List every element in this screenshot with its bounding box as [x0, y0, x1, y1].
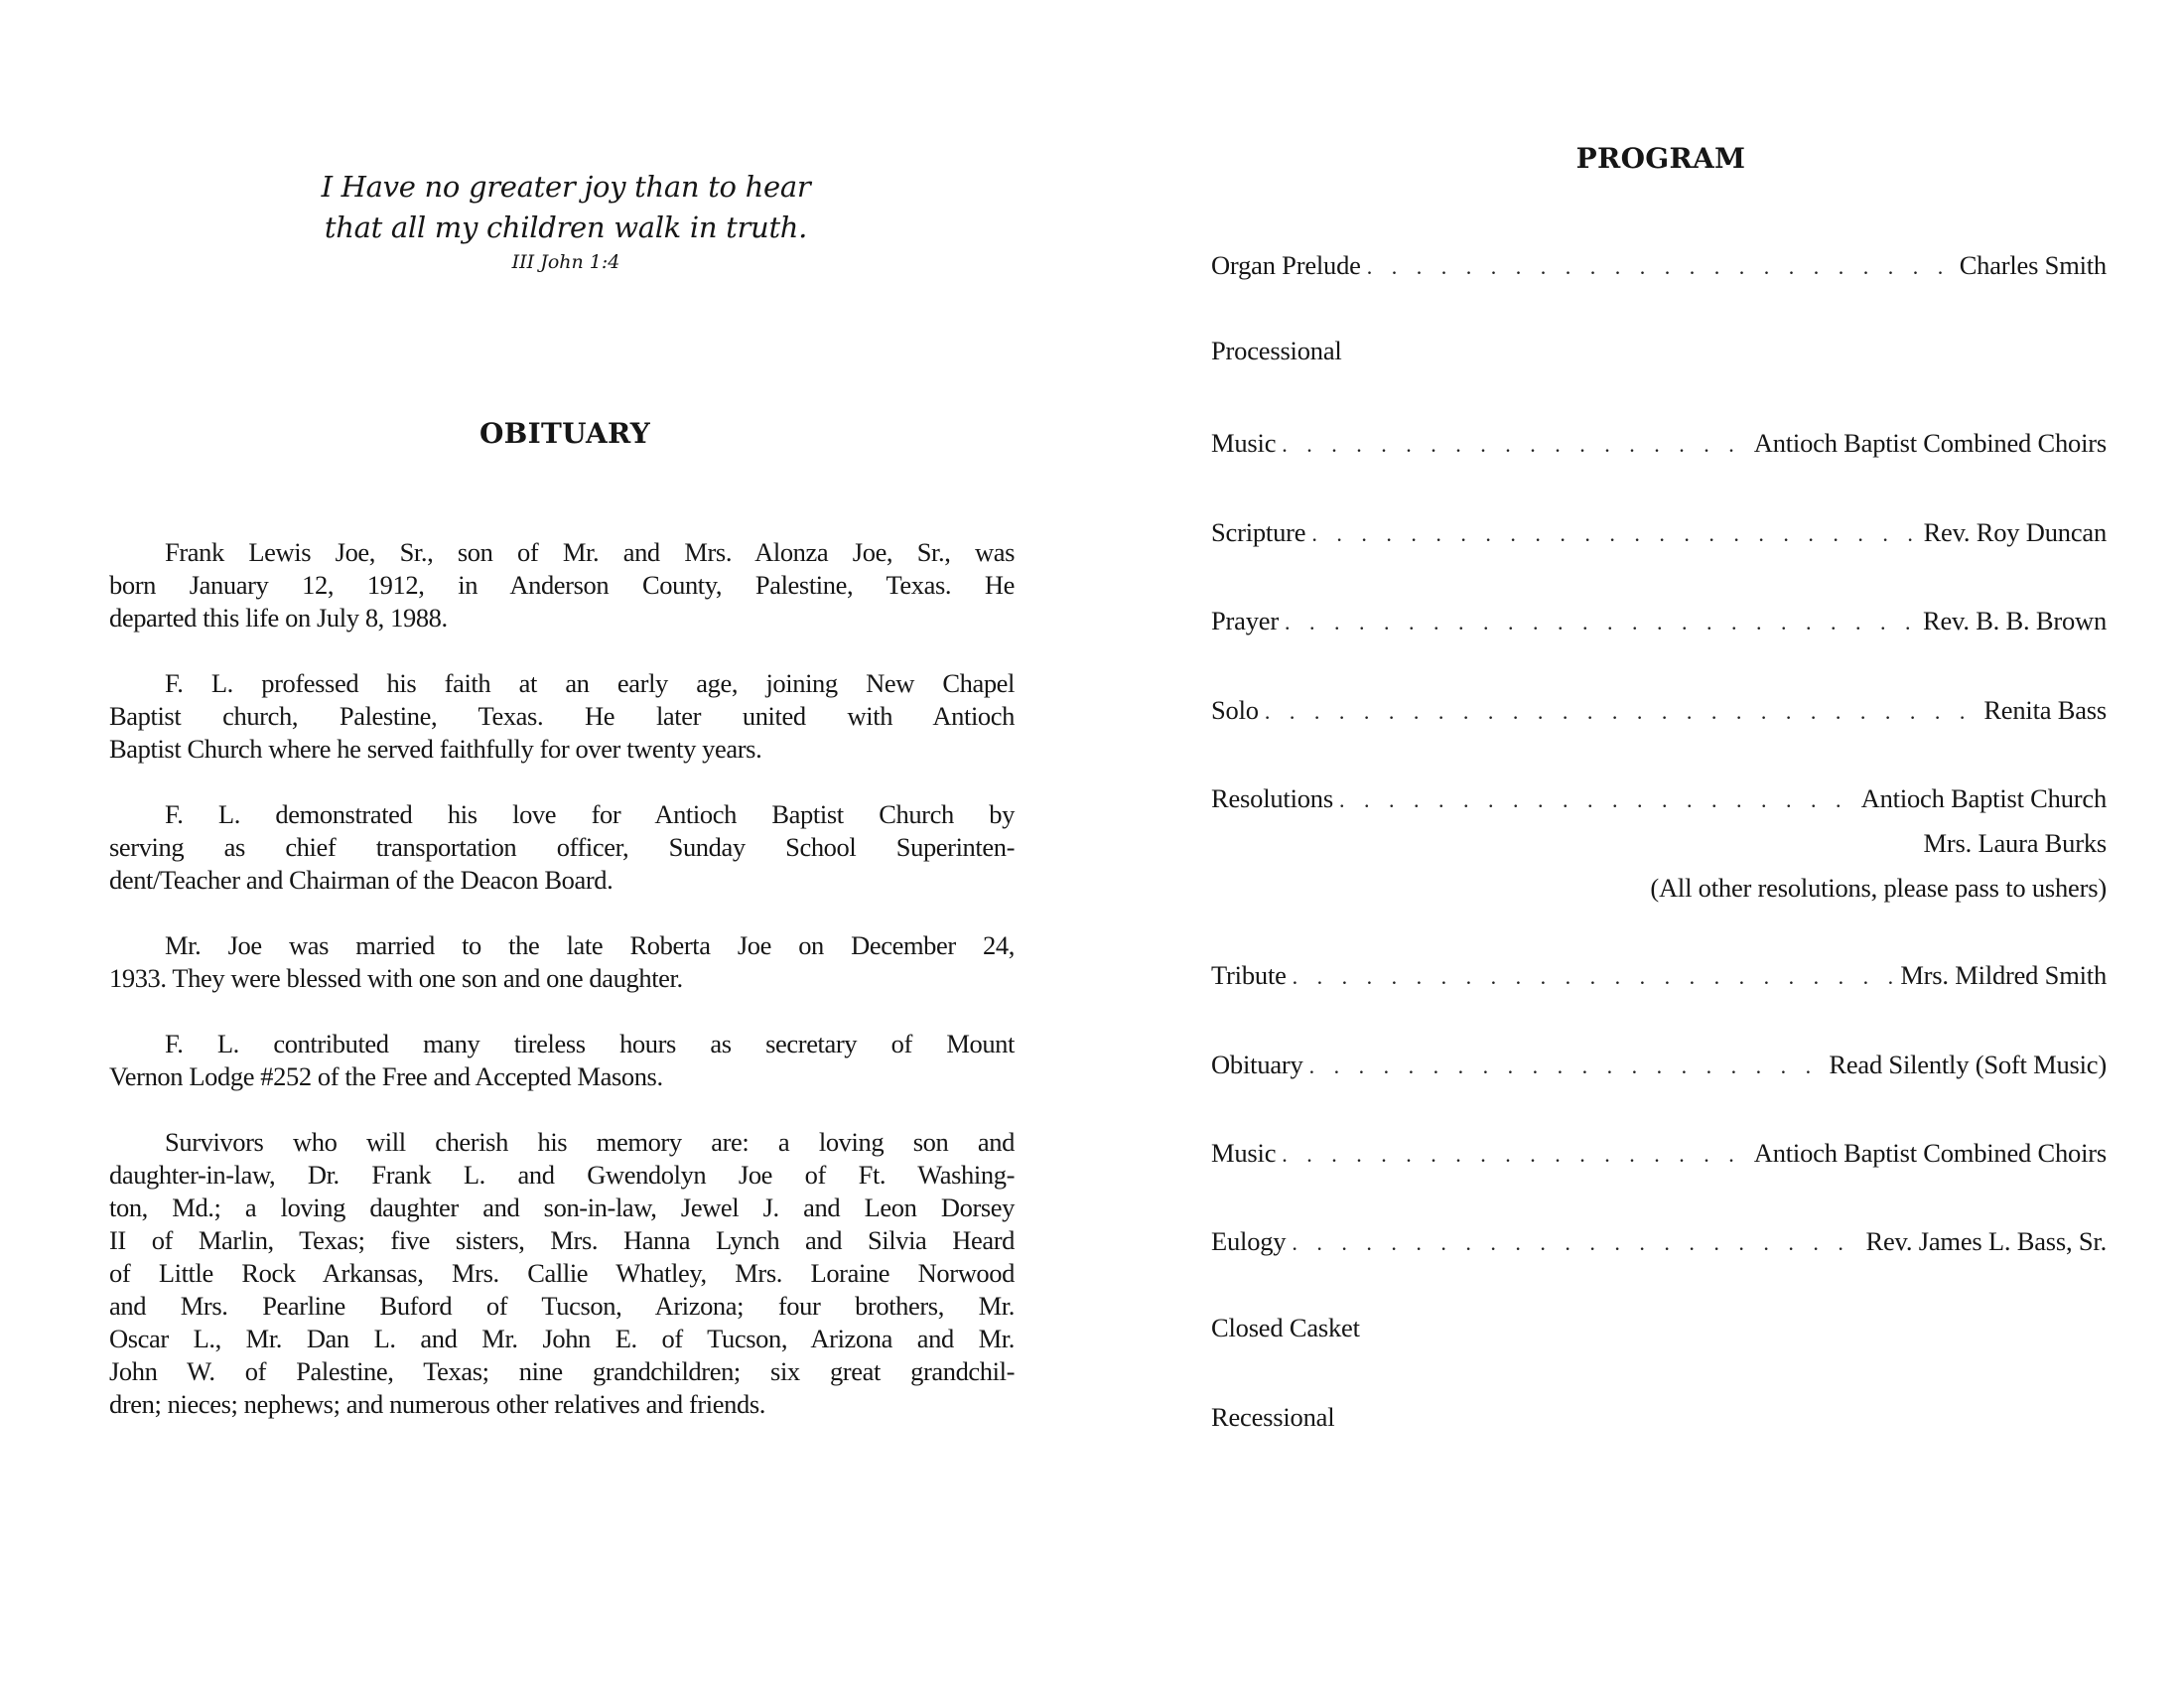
obituary-line: F. L. demonstrated his love for Antioch Baptist Church by — [165, 799, 1015, 829]
dot-leader — [1293, 960, 1895, 994]
program-item-participant: Antioch Baptist Combined Choirs — [1753, 1138, 2107, 1168]
program-item-participant: Charles Smith — [1959, 250, 2107, 280]
program-item-participant: Rev. Roy Duncan — [1923, 517, 2107, 547]
program-item-participant: Rev. James L. Bass, Sr. — [1865, 1226, 2107, 1256]
obituary-line: Frank Lewis Joe, Sr., son of Mr. and Mrs. Alonza Joe, Sr., was — [165, 537, 1015, 567]
program-item-participant: Antioch Baptist Church — [1860, 783, 2107, 813]
program-item — [1211, 1311, 2107, 1344]
obituary-line: born January 12, 1912, in Anderson County, Palestine, Texas. He — [109, 570, 1015, 600]
program-item-participant: Mrs. Mildred Smith — [1900, 960, 2107, 990]
program-item — [1211, 1048, 2107, 1081]
epigraph-line: that all my children walk in truth. — [324, 211, 808, 244]
obituary-line: Survivors who will cherish his memory are: a loving son and — [165, 1127, 1015, 1157]
program-item-note: (All other resolutions, please pass to ushers) — [1650, 873, 2107, 903]
obituary-paragraph — [109, 929, 1015, 995]
obituary-paragraph — [109, 798, 1015, 897]
obituary-line: of Little Rock Arkansas, Mrs. Callie Whatley, Mrs. Loraine Norwood — [109, 1258, 1015, 1288]
obituary-line: and Mrs. Pearline Buford of Tucson, Arizona; four brothers, Mr. — [109, 1291, 1015, 1321]
epigraph-citation: III John 1:4 — [511, 251, 620, 273]
obituary-line: F. L. professed his faith at an early age, joining New Chapel — [165, 668, 1015, 698]
program-item-label: Eulogy — [1211, 1226, 1287, 1256]
program-item — [1211, 693, 2107, 727]
dot-leader — [1367, 250, 1954, 284]
program-item-participant: Renita Bass — [1983, 695, 2107, 725]
program-heading: PROGRAM — [1575, 142, 1746, 175]
dot-leader — [1309, 1050, 1824, 1083]
obituary-line: Mr. Joe was married to the late Roberta Joe on December 24, — [165, 930, 1015, 960]
obituary-line: Baptist church, Palestine, Texas. He later united with Antioch — [109, 701, 1015, 731]
program-item — [1211, 515, 2107, 549]
obituary-paragraph — [109, 1126, 1015, 1421]
obituary-line: dren; nieces; nephews; and numerous other relatives and friends. — [109, 1389, 765, 1419]
program-item-label: Organ Prelude — [1211, 250, 1361, 280]
obituary-line: dent/Teacher and Chairman of the Deacon Board. — [109, 865, 614, 895]
dot-leader — [1282, 428, 1748, 462]
program-item — [1211, 1224, 2107, 1258]
obituary-body — [109, 536, 1015, 1454]
program-item-label: Recessional — [1211, 1402, 1335, 1432]
program-item — [1211, 426, 2107, 460]
program-item-participant: Rev. B. B. Brown — [1922, 606, 2107, 635]
program-item-label: Music — [1211, 428, 1277, 458]
program-item-label: Obituary — [1211, 1050, 1303, 1079]
program-item — [1211, 604, 2107, 637]
obituary-paragraph — [109, 667, 1015, 766]
obituary-line: II of Marlin, Texas; five sisters, Mrs. Hanna Lynch and Silvia Heard — [109, 1225, 1015, 1255]
obituary-line: John W. of Palestine, Texas; nine grandchildren; six great grandchil- — [109, 1356, 1015, 1386]
dot-leader — [1339, 783, 1855, 817]
program-item-note: Mrs. Laura Burks — [1923, 828, 2107, 858]
dot-leader — [1311, 517, 1917, 551]
obituary-line: serving as chief transportation officer, Sunday School Superinten- — [109, 832, 1015, 862]
program-item-label: Prayer — [1211, 606, 1279, 635]
obituary-line: daughter-in-law, Dr. Frank L. and Gwendolyn Joe of Ft. Washing- — [109, 1160, 1015, 1190]
program-item-label: Tribute — [1211, 960, 1287, 990]
obituary-line: Baptist Church where he served faithfully for over twenty years. — [109, 734, 762, 764]
program-item-label: Music — [1211, 1138, 1277, 1168]
dot-leader — [1285, 606, 1917, 639]
obituary-line: departed this life on July 8, 1988. — [109, 603, 448, 633]
obituary-line: F. L. contributed many tireless hours as secretary of Mount — [165, 1029, 1015, 1058]
program-item — [1211, 781, 2107, 815]
program-item-label: Scripture — [1211, 517, 1306, 547]
program-item — [1211, 248, 2107, 282]
obituary-line: Vernon Lodge #252 of the Free and Accepted Masons. — [109, 1061, 663, 1091]
program-item — [1211, 1136, 2107, 1170]
program-item-label: Closed Casket — [1211, 1313, 1360, 1342]
program-item-participant: Antioch Baptist Combined Choirs — [1753, 428, 2107, 458]
obituary-line: Oscar L., Mr. Dan L. and Mr. John E. of Tucson, Arizona and Mr. — [109, 1324, 1015, 1353]
dot-leader — [1292, 1226, 1859, 1260]
epigraph — [248, 167, 884, 276]
program-item-label: Processional — [1211, 336, 1342, 365]
obituary-heading: OBITUARY — [478, 417, 651, 450]
epigraph-line: I Have no greater joy than to hear — [321, 170, 811, 204]
program-item — [1211, 958, 2107, 992]
program-item-label: Resolutions — [1211, 783, 1333, 813]
obituary-line: ton, Md.; a loving daughter and son-in-law, Jewel J. and Leon Dorsey — [109, 1193, 1015, 1222]
dot-leader — [1265, 695, 1979, 729]
program-item-label: Solo — [1211, 695, 1259, 725]
dot-leader — [1282, 1138, 1748, 1172]
program-item — [1211, 1400, 2107, 1434]
obituary-line: 1933. They were blessed with one son and one daughter. — [109, 963, 683, 993]
obituary-paragraph — [109, 536, 1015, 634]
program-item — [1211, 334, 2107, 367]
obituary-paragraph — [109, 1028, 1015, 1093]
program-item-participant: Read Silently (Soft Music) — [1829, 1050, 2107, 1079]
